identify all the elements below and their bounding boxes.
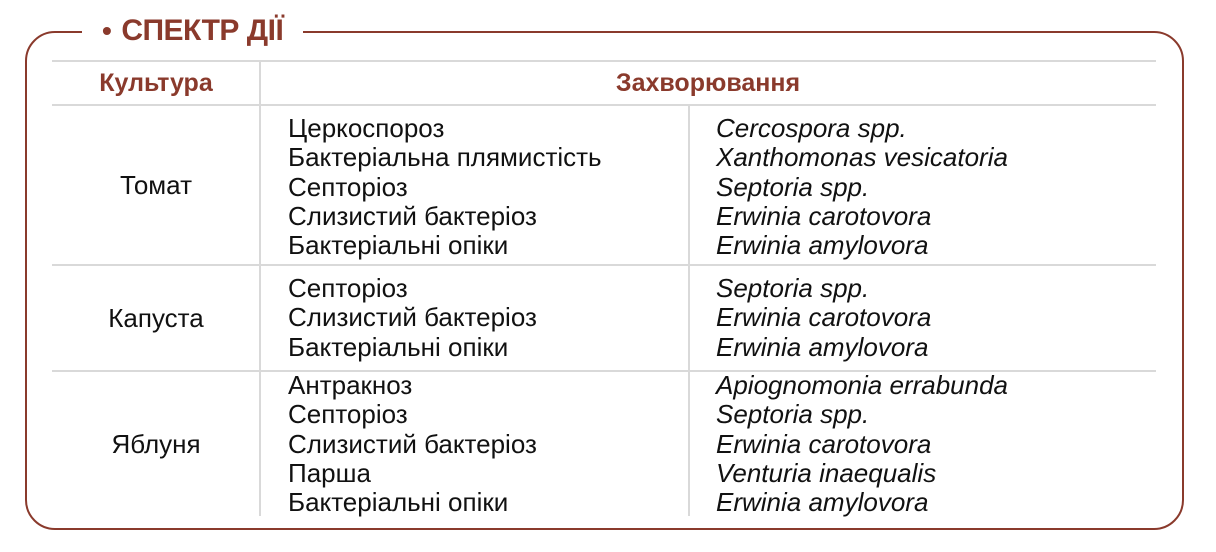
pathogen-item: Apiognomonia errabunda: [716, 370, 1008, 400]
pathogen-item: Septoria spp.: [716, 399, 870, 430]
pathogen-item: Erwinia carotovora: [716, 200, 932, 231]
pathogen-list-apple: [716, 371, 1008, 517]
disease-item: Септоріоз: [288, 273, 408, 303]
pathogen-item: Venturia inaequalis: [716, 457, 937, 488]
section-title: [82, 6, 303, 56]
disease-item: Слизистий бактеріоз: [288, 200, 537, 231]
pathogen-item: Cercospora spp.: [716, 113, 907, 143]
pathogen-item: Erwinia amylovora: [716, 487, 929, 518]
pathogen-item: Septoria spp.: [716, 273, 870, 303]
disease-item: Антракноз: [288, 370, 413, 400]
disease-item: Слизистий бактеріоз: [288, 302, 537, 333]
pathogen-list-tomato: [716, 114, 1008, 260]
crop-cell-tomato: Томат: [120, 169, 192, 200]
title-bullet: •: [102, 15, 112, 46]
disease-item: Парша: [288, 457, 371, 488]
pathogen-item: Erwinia amylovora: [716, 331, 929, 362]
pathogen-item: Erwinia carotovora: [716, 428, 932, 459]
disease-item: Бактеріальні опіки: [288, 331, 509, 362]
title-text: СПЕКТР ДІЇ: [121, 14, 284, 47]
disease-item: Бактеріальна плямистість: [288, 142, 602, 173]
crop-cell-cabbage: Капуста: [108, 302, 204, 333]
pathogen-item: Xanthomonas vesicatoria: [716, 142, 1008, 173]
disease-item: Бактеріальні опіки: [288, 487, 509, 518]
disease-item: Слизистий бактеріоз: [288, 428, 537, 459]
header-disease: Захворювання: [615, 68, 801, 97]
disease-item: Бактеріальні опіки: [288, 230, 509, 261]
disease-list-apple: [288, 371, 537, 517]
disease-list-cabbage: [288, 274, 537, 362]
disease-list-tomato: [288, 114, 602, 260]
header-crop: Культура: [99, 68, 213, 97]
pathogen-item: Septoria spp.: [716, 171, 870, 202]
pathogen-item: Erwinia carotovora: [716, 302, 932, 333]
pathogen-list-cabbage: [716, 274, 931, 362]
disease-item: Септоріоз: [288, 399, 408, 430]
disease-item: Септоріоз: [288, 171, 408, 202]
disease-item: Церкоспороз: [288, 113, 445, 143]
crop-cell-apple: Яблуня: [111, 428, 201, 459]
pathogen-item: Erwinia amylovora: [716, 230, 929, 261]
column-divider-pathogen: [688, 106, 690, 516]
